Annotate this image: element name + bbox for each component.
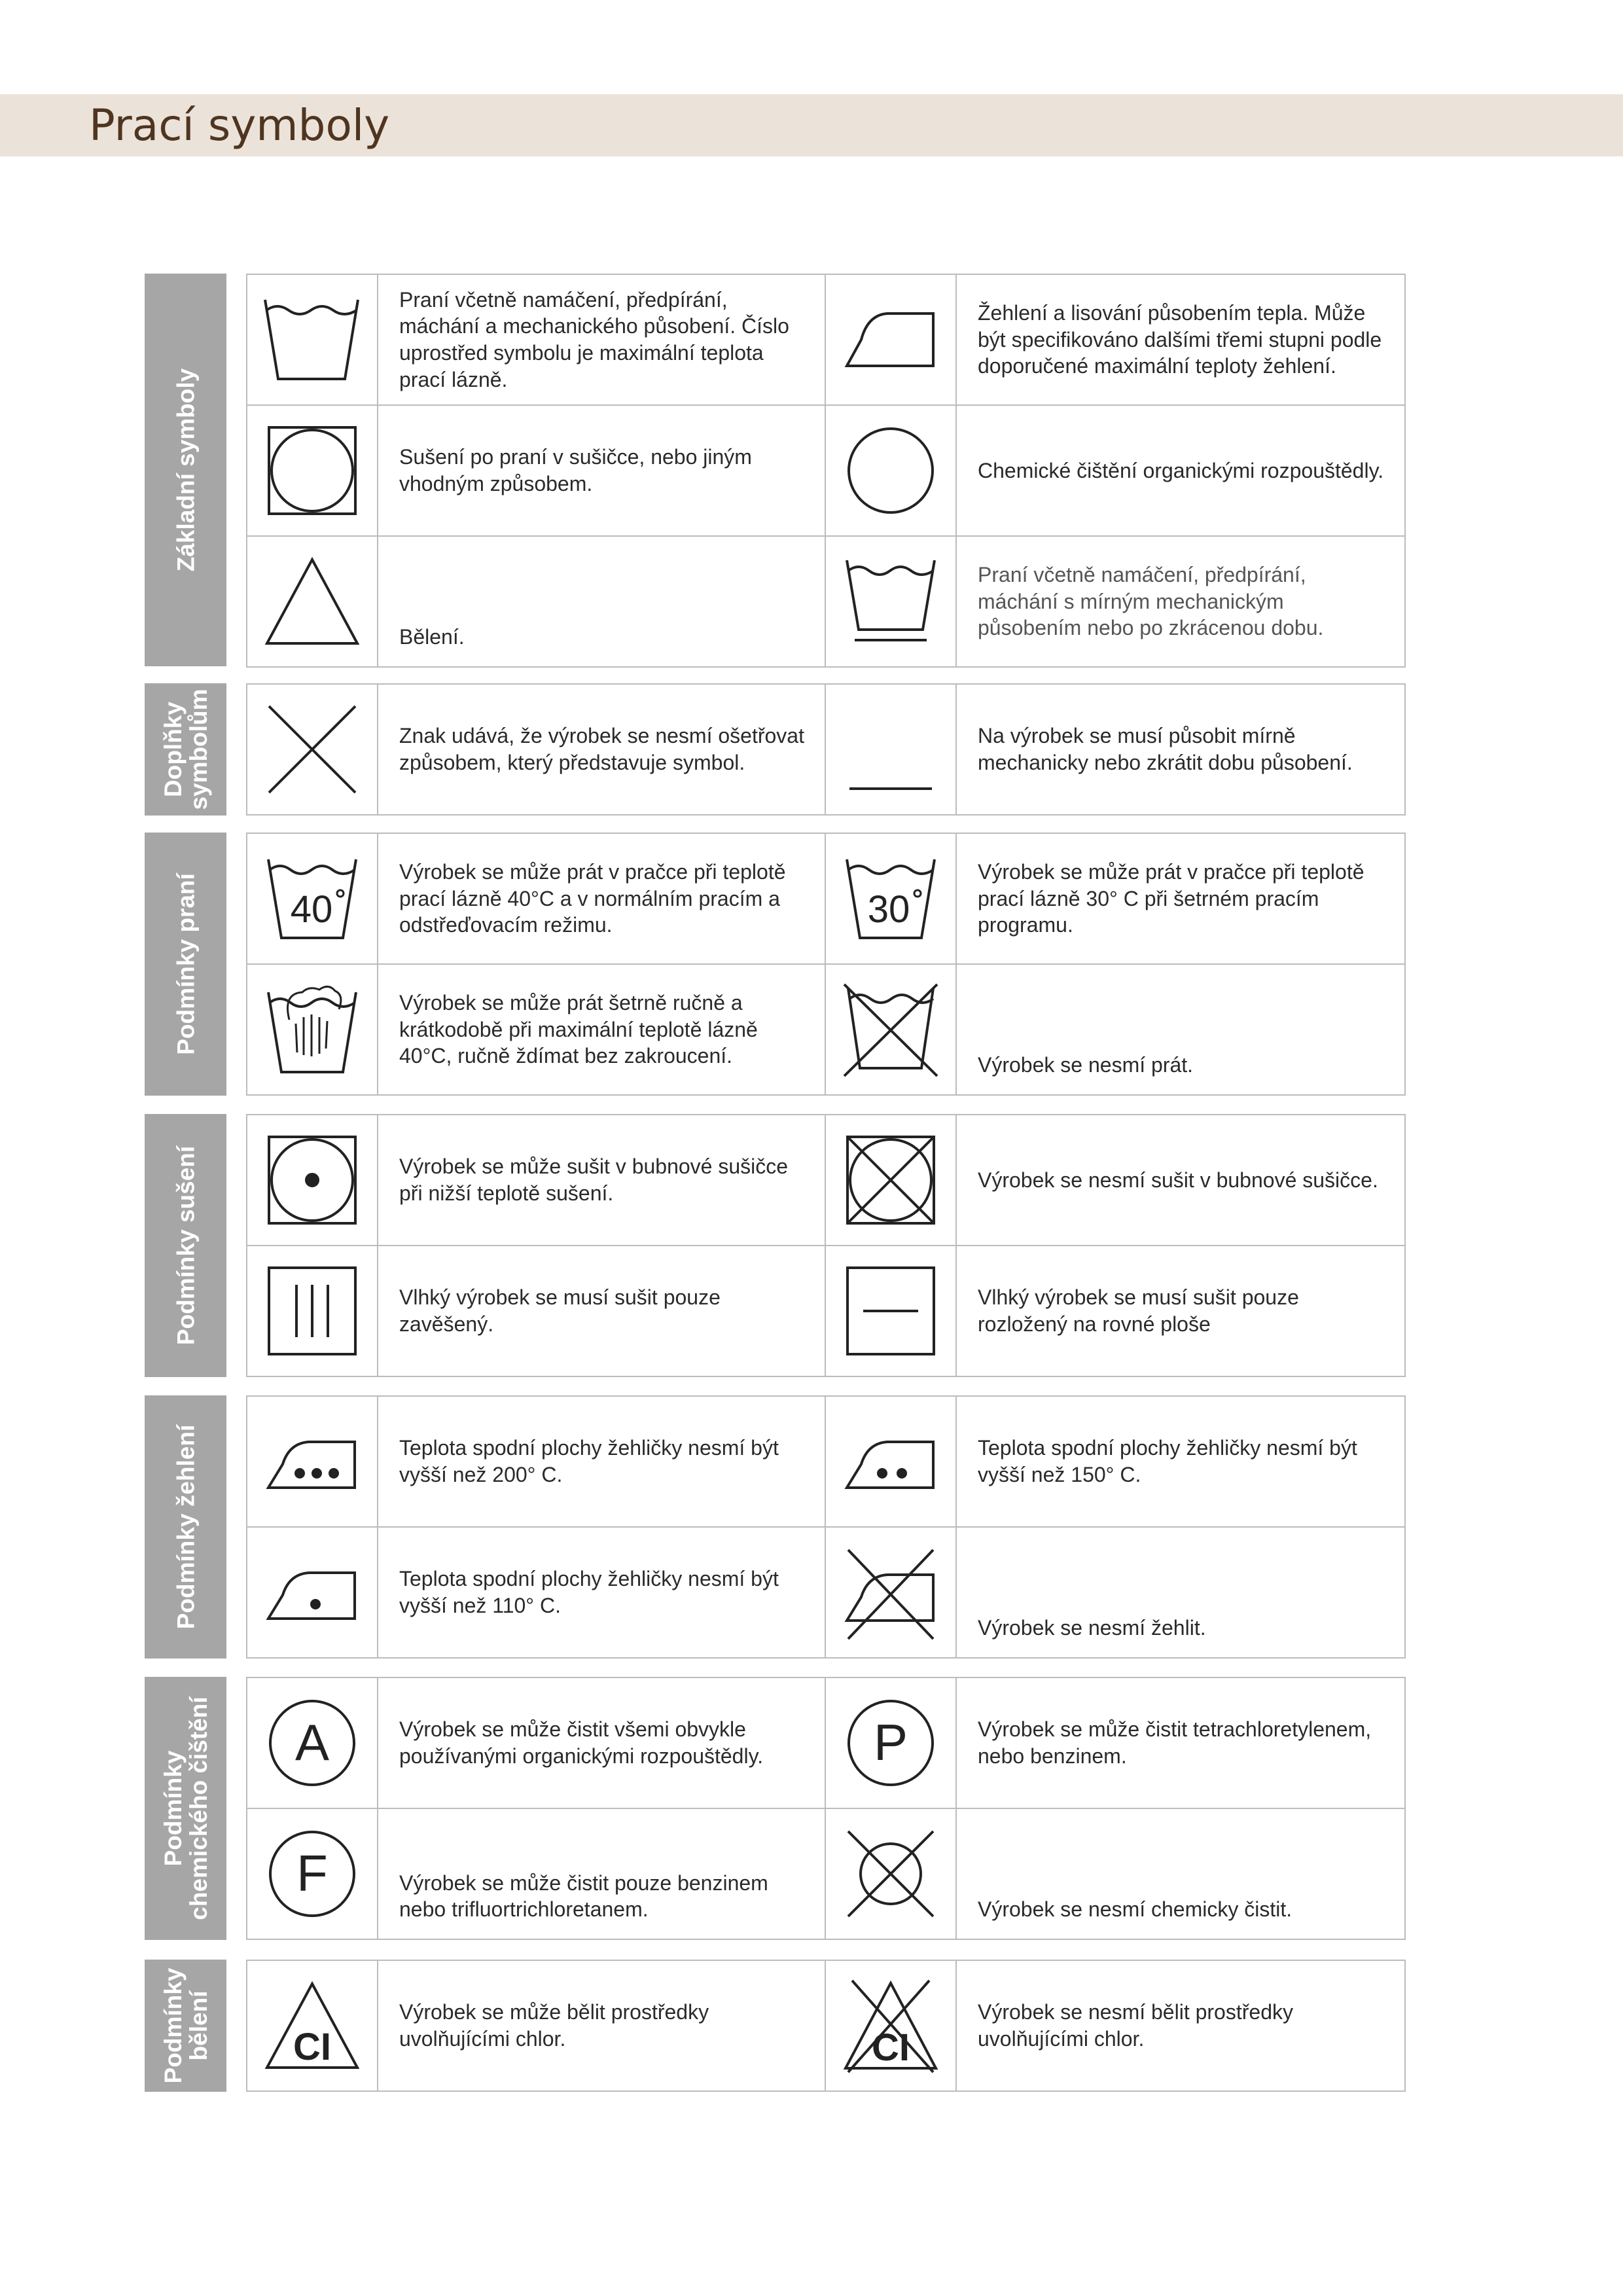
solvent-letter: A	[294, 1713, 330, 1771]
symbol-description: Teplota spodní plochy žehličky nesmí být vyšší než 110° C.	[377, 1526, 826, 1659]
section-label: Podmínky žehlení	[145, 1395, 226, 1659]
gentle-wash-tub-icon	[825, 535, 957, 668]
symbol-description: Teplota spodní plochy žehličky nesmí být vyšší než 150° C.	[955, 1395, 1406, 1528]
tumble-dry-low-icon	[246, 1114, 378, 1246]
chlorine-label: CI	[293, 2026, 331, 2068]
wash-temperature: 40	[290, 888, 333, 931]
symbol-description: Bělení.	[377, 535, 826, 668]
iron-icon	[825, 274, 957, 406]
symbol-description: Žehlení a lisování působením tepla. Může být specifikováno dalšími třemi stupni podle doporučené maximální teploty žehlení.	[955, 274, 1406, 406]
wash-30-icon	[825, 833, 957, 965]
chlorine-label: CI	[872, 2026, 910, 2069]
symbol-description: Vlhký výrobek se musí sušit pouze rozložený na rovné ploše	[955, 1245, 1406, 1377]
dry-flat-icon	[825, 1245, 957, 1377]
symbol-description: Výrobek se může prát v pračce při teplotě prací lázně 40°C a v normálním pracím a odstřeďovacím režimu.	[377, 833, 826, 965]
symbol-description: Výrobek se nesmí chemicky čistit.	[955, 1808, 1406, 1940]
symbol-description: Praní včetně namáčení, předpírání, máchání s mírným mechanickým působením nebo po zkrácenou dobu.	[955, 535, 1406, 668]
dry-clean-p-icon	[825, 1677, 957, 1809]
symbol-description: Výrobek se nesmí sušit v bubnové sušičce.	[955, 1114, 1406, 1246]
dry-clean-circle-icon	[825, 404, 957, 537]
iron-one-dot-icon	[246, 1526, 378, 1659]
symbol-description: Teplota spodní plochy žehličky nesmí být vyšší než 200° C.	[377, 1395, 826, 1528]
solvent-letter: P	[873, 1713, 908, 1771]
wash-40-icon	[246, 833, 378, 965]
section-label: Podmínky bělení	[145, 1960, 226, 2092]
section-label: Základní symboly	[145, 274, 226, 666]
tumble-dry-icon	[246, 404, 378, 537]
drip-dry-icon	[246, 1245, 378, 1377]
wash-temperature: 30	[867, 888, 910, 931]
symbol-description: Na výrobek se musí působit mírně mechanicky nebo zkrátit dobu působení.	[955, 683, 1406, 816]
underline-bar-icon	[825, 683, 957, 816]
symbol-description: Výrobek se nesmí prát.	[955, 963, 1406, 1096]
symbol-description: Výrobek se může sušit v bubnové sušičce při nižší teplotě sušení.	[377, 1114, 826, 1246]
section-label: Doplňky symbolům	[145, 683, 226, 816]
do-not-iron-icon	[825, 1526, 957, 1659]
do-not-dry-clean-icon	[825, 1808, 957, 1940]
symbol-description: Výrobek se může čistit tetrachloretylenem, nebo benzinem.	[955, 1677, 1406, 1809]
section-label: Podmínky praní	[145, 833, 226, 1096]
do-not-tumble-dry-icon	[825, 1114, 957, 1246]
page-title: Prací symboly	[89, 100, 390, 151]
wash-tub-icon	[246, 274, 378, 406]
iron-two-dots-icon	[825, 1395, 957, 1528]
symbol-description: Výrobek se nesmí bělit prostředky uvolňujícími chlor.	[955, 1960, 1406, 2092]
hand-wash-icon	[246, 963, 378, 1096]
dry-clean-a-icon	[246, 1677, 378, 1809]
do-not-bleach-icon	[825, 1960, 957, 2092]
cross-icon	[246, 683, 378, 816]
section-label: Podmínky sušení	[145, 1114, 226, 1377]
symbol-description: Výrobek se nesmí žehlit.	[955, 1526, 1406, 1659]
symbol-description: Sušení po praní v sušičce, nebo jiným vhodným způsobem.	[377, 404, 826, 537]
symbol-description: Výrobek se může bělit prostředky uvolňujícími chlor.	[377, 1960, 826, 2092]
symbol-description: Praní včetně namáčení, předpírání, máchání a mechanického působení. Číslo uprostřed symbolu je maximální teplota prací lázně.	[377, 274, 826, 406]
bleach-triangle-icon	[246, 535, 378, 668]
symbol-description: Výrobek se může čistit všemi obvykle používanými organickými rozpouštědly.	[377, 1677, 826, 1809]
dry-clean-f-icon	[246, 1808, 378, 1940]
symbol-description: Výrobek se může prát šetrně ručně a krátkodobě při maximální teplotě lázně 40°C, ručně ždímat bez zakroucení.	[377, 963, 826, 1096]
section-label: Podmínky chemického čištění	[145, 1677, 226, 1940]
symbol-description: Výrobek se může prát v pračce při teplotě prací lázně 30° C při šetrném pracím programu.	[955, 833, 1406, 965]
page-header	[0, 94, 1623, 156]
symbol-description: Výrobek se může čistit pouze benzinem nebo trifluortrichloretanem.	[377, 1808, 826, 1940]
solvent-letter: F	[296, 1844, 328, 1902]
chlorine-bleach-icon	[246, 1960, 378, 2092]
symbol-description: Vlhký výrobek se musí sušit pouze zavěšený.	[377, 1245, 826, 1377]
symbol-description: Znak udává, že výrobek se nesmí ošetřovat způsobem, který představuje symbol.	[377, 683, 826, 816]
do-not-wash-icon	[825, 963, 957, 1096]
iron-three-dots-icon	[246, 1395, 378, 1528]
symbol-description: Chemické čištění organickými rozpouštědly.	[955, 404, 1406, 537]
